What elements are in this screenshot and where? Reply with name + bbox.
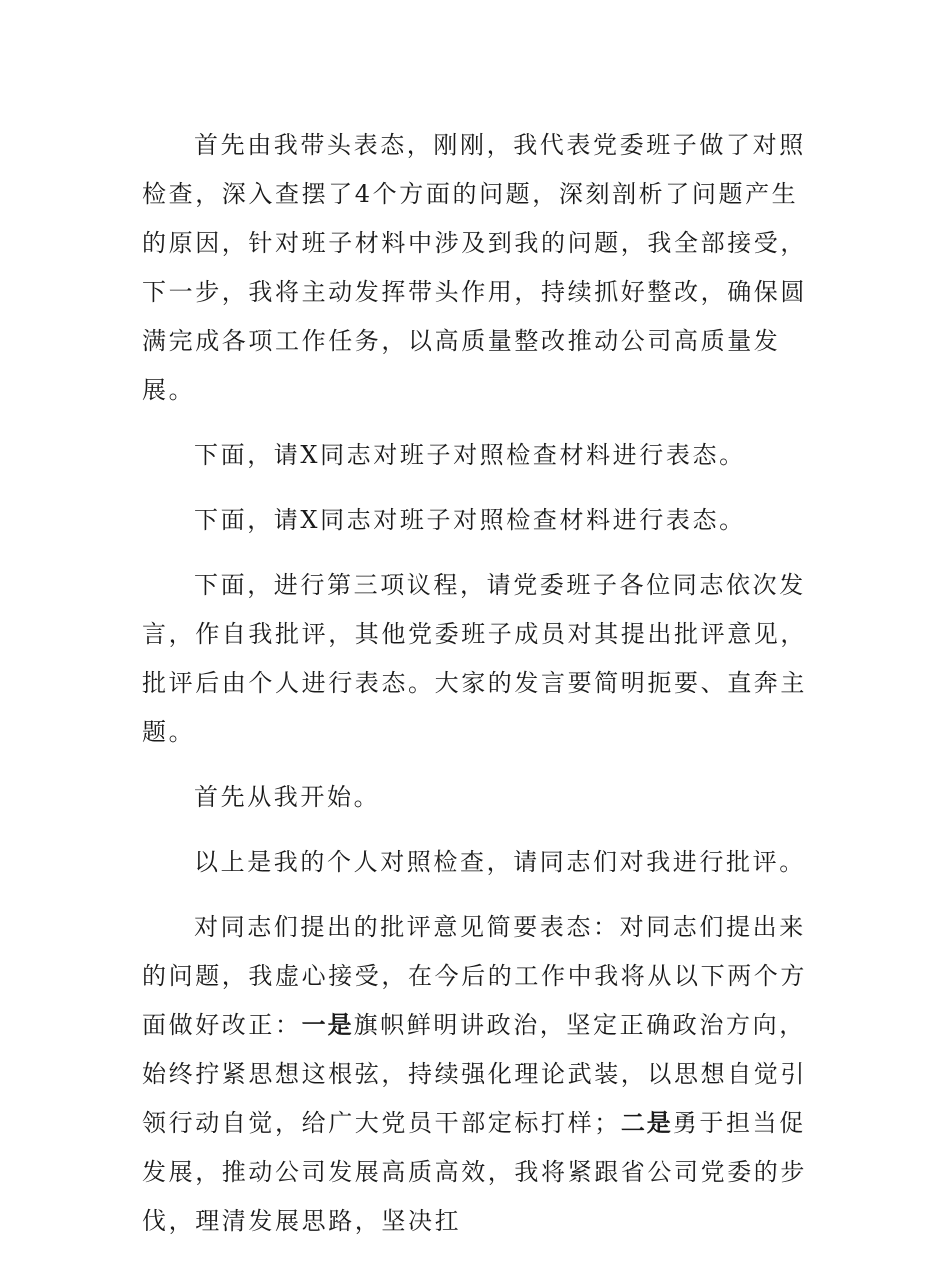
point-2-label: 二是	[620, 1109, 673, 1137]
document-body	[142, 121, 822, 1262]
point-1-label: 一是	[301, 1011, 354, 1039]
paragraph-3: 下面，请X同志对班子对照检查材料进行表态。	[194, 506, 746, 534]
point-2-text: 勇于担当促发展，推动公司发展高质高效，我将紧跟省公司党委的步伐，理清发展思路，坚决扛	[142, 1109, 807, 1235]
paragraph-2: 下面，请X同志对班子对照检查材料进行表态。	[194, 441, 746, 469]
paragraph-5: 首先从我开始。	[194, 783, 381, 811]
paragraph-7-intro: 对同志们提出的批评意见简要表态：对同志们提出来的问题，我虚心接受，在今后的工作中我将从以下两个方面做好改正：	[142, 913, 807, 1039]
paragraph-1: 首先由我带头表态，刚刚，我代表党委班子做了对照检查，深入查摆了4个方面的问题，深刻剖析了问题产生的原因，针对班子材料中涉及到我的问题，我全部接受，下一步，我将主动发挥带头作用，持续抓好整改，确保圆满完成各项工作任务，以高质量整改推动公司高质量发展。	[142, 131, 807, 404]
point-1-text: 旗帜鲜明讲政治，坚定正确政治方向，始终拧紧思想这根弦，持续强化理论武装，以思想自觉引领行动自觉，给广大党员干部定标打样；	[142, 1011, 807, 1137]
paragraph-4: 下面，进行第三项议程，请党委班子各位同志依次发言，作自我批评，其他党委班子成员对其提出批评意见，批评后由个人进行表态。大家的发言要简明扼要、直奔主题。	[142, 571, 807, 746]
paragraph-6: 以上是我的个人对照检查，请同志们对我进行批评。	[194, 848, 806, 876]
paragraph-7	[142, 903, 822, 1246]
